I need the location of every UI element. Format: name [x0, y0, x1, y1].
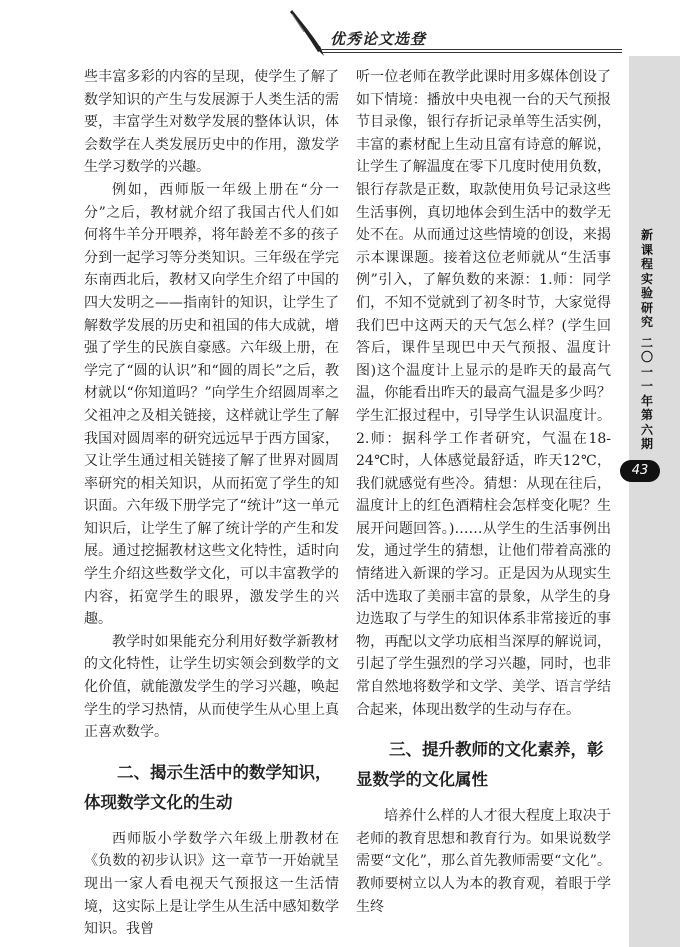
journal-char: 研	[640, 300, 653, 315]
header-divider-secondary	[322, 52, 622, 53]
journal-sidebar	[629, 56, 680, 947]
issue-char: 二	[640, 335, 653, 350]
section-heading: 二、揭示生活中的数学知识，体现数学文化的生动	[84, 762, 332, 812]
issue-char: 期	[640, 437, 653, 451]
page-header	[0, 0, 680, 70]
paragraph: 西师版小学数学六年级上册教材在《负数的初步认识》这一章节一开始就呈现出一家人看电视天气预报这一生活情境，这实际上是让学生从生活中感知数学知识。我曾	[84, 830, 339, 938]
header-divider	[322, 49, 622, 50]
journal-char: 实	[640, 271, 653, 286]
journal-name-vertical	[636, 228, 658, 452]
left-column	[84, 66, 339, 941]
issue-char: 六	[640, 422, 653, 437]
page-number: 43	[620, 460, 660, 482]
paragraph: 教学时如果能充分利用好数学新教材的文化特性，让学生切实领会到数学的文化价值，就能激发学生的学习兴趣，唤起学生的学习热情，从而使学生从心里上真正喜欢数学。	[84, 633, 339, 741]
journal-char: 程	[640, 257, 653, 271]
paragraph: 培养什么样的人才很大程度上取决于老师的教育思想和教育行为。如果说数学需要“文化”，那么首先教师需要“文化”。教师要树立以人为本的教育观，着眼于学生终	[356, 808, 611, 915]
section-title: 优秀论文选登	[330, 30, 427, 48]
issue-char: 一	[640, 379, 653, 393]
pen-nib-icon	[286, 8, 326, 58]
issue-char: 第	[640, 408, 653, 422]
section-heading: 三、提升教师的文化素养，彰显数学的文化属性	[356, 740, 604, 790]
journal-char: 课	[640, 242, 653, 257]
journal-char: 验	[640, 286, 653, 300]
issue-char: 一	[640, 364, 653, 379]
paragraph: 例如，西师版一年级上册在“分一分”之后，教材就介绍了我国古代人们如何将牛羊分开喂养，将年龄差不多的孩子分到一起学习等分类知识。三年级在学完东南西北后，教材又向学生介绍了中国的四大发明之——指南针的知识，让学生了解数学发展的历史和祖国的伟大成就，增强了学生的民族自豪感。六年级上册，在学完了“圆的认识”和“圆的周长”之后，教材就以“你知道吗？”向学生介绍圆周率之父祖冲之及相关链接，这样就让学生了解我国对圆周率的研究远远早于西方国家，又让学生通过相关链接了解了世界对圆周率研究的相关知识，从而拓宽了学生的知识面。六年级下册学完了“统计”这一单元知识后，让学生了解了统计学的产生和发展。通过挖掘教材这些文化特性，适时向学生介绍这些数学文化，可以丰富教学的内容，拓宽学生的眼界，激发学生的兴趣。	[84, 181, 339, 628]
issue-char: 年	[640, 393, 653, 408]
paragraph: 听一位老师在教学此课时用多媒体创设了如下情境：播放中央电视一台的天气预报节目录像，银行存折记录单等生活实例，丰富的素材配上生动且富有诗意的解说，让学生了解温度在零下几度时使用负数，银行存款是正数，取款使用负号记录这些生活事例，真切地体会到生活中的数学无处不在。从而通过这些情境的创设，来揭示本课课题。接着这位老师就从“生活事例”引入，了解负数的来源：1.师：同学们，不知不觉就到了初冬时节，大家觉得我们巴中这两天的天气怎么样？(学生回答后，课件呈现巴中天气预报、温度计图)这个温度计上显示的是昨天的最高气温，你能看出昨天的最高气温是多少吗？学生汇报过程中，引导学生认识温度计。2.师：据科学工作者研究，气温在18-24℃时，人体感觉最舒适，昨天12℃，我们就感觉有些冷。猜想：从现在往后，温度计上的红色酒精柱会怎样变化呢？生展开问题回答。)……从学生的生活事例出发，通过学生的猜想，让他们带着高涨的情绪进入新课的学习。正是因为从现实生活中选取了美丽丰富的景象，从学生的身边选取了与学生的知识体系非常接近的事物，再配以文学功底相当深厚的解说词，引起了学生强烈的学习兴趣，同时，也非常自然地将数学和文学、美学、语言学结合起来，体现出数学的生动与存在。	[356, 69, 611, 718]
paragraph: 些丰富多彩的内容的呈现，使学生了解了数学知识的产生与发展源于人类生活的需要，丰富学生对数学发展的整体认识，体会数学在人类发展历史中的作用，激发学生学习数学的兴趣。	[84, 69, 339, 176]
journal-char: 究	[640, 315, 653, 329]
right-column	[356, 66, 611, 918]
journal-char: 新	[640, 228, 653, 242]
issue-char: 〇	[640, 350, 653, 364]
